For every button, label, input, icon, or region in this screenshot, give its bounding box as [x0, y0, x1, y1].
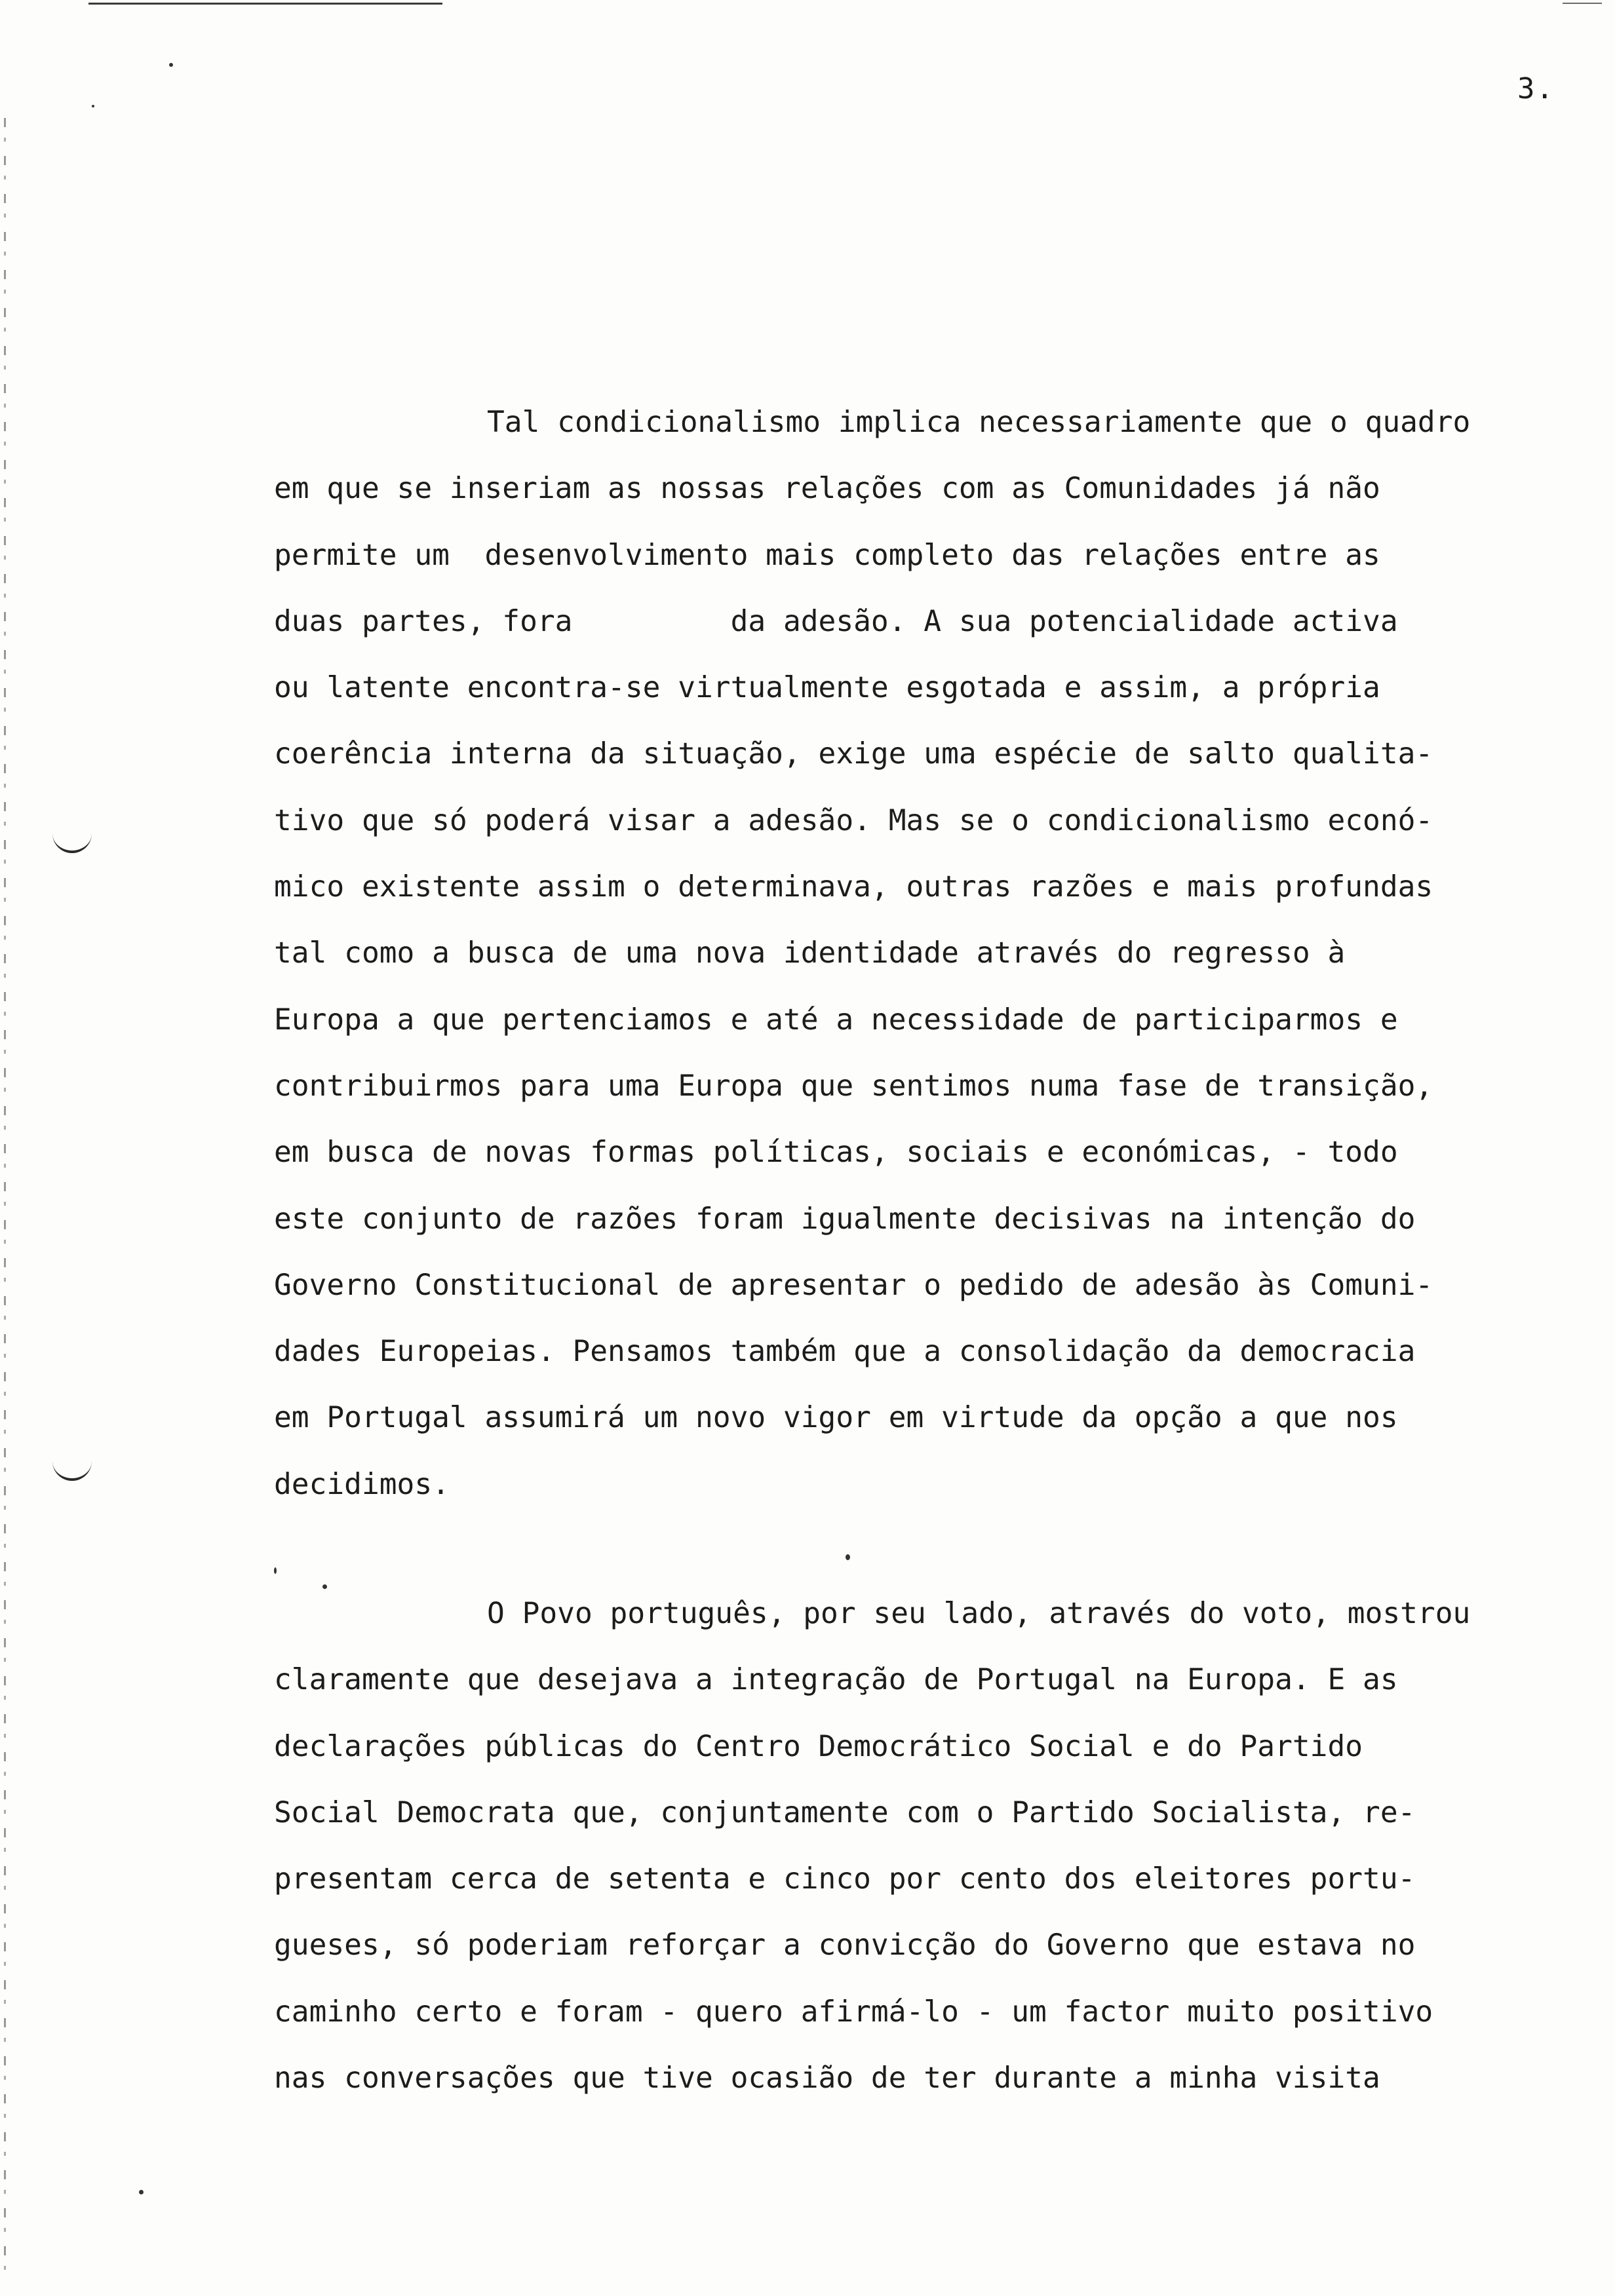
- paragraph-2: [274, 1580, 1591, 2111]
- text-line: em que se inseriam as nossas relações com as Comunidades já não: [274, 472, 1380, 506]
- text-line: permite um desenvolvimento mais completo das relações entre as: [274, 538, 1380, 572]
- text-line: coerência interna da situação, exige uma espécie de salto qualita-: [274, 737, 1433, 771]
- page-number: 3.: [1517, 72, 1555, 105]
- text-line: presentam cerca de setenta e cinco por cento dos eleitores portu-: [274, 1862, 1416, 1896]
- text-line: em Portugal assumirá um novo vigor em virtude da opção a que nos: [274, 1401, 1398, 1435]
- text-line: contribuirmos para uma Europa que sentimos numa fase de transição,: [274, 1069, 1433, 1103]
- text-line: Europa a que pertenciamos e até a necessidade de participarmos e: [274, 1003, 1398, 1037]
- scan-speck: [169, 63, 173, 67]
- text-line: tal como a busca de uma nova identidade através do regresso à: [274, 936, 1346, 970]
- text-line: claramente que desejava a integração de Portugal na Europa. E as: [274, 1663, 1398, 1697]
- text-line: em busca de novas formas políticas, sociais e económicas, - todo: [274, 1136, 1398, 1170]
- text-line: declarações públicas do Centro Democrático Social e do Partido: [274, 1729, 1363, 1763]
- scan-speck: [274, 1567, 277, 1574]
- text-line: Governo Constitucional de apresentar o pedido de adesão às Comuni-: [274, 1268, 1433, 1302]
- text-line: duas partes, fora da adesão. A sua potencialidade activa: [274, 604, 1398, 638]
- text-line: Social Democrata que, conjuntamente com o Partido Socialista, re-: [274, 1795, 1416, 1829]
- scan-speck: [139, 2190, 144, 2194]
- text-line: caminho certo e foram - quero afirmá-lo - um factor muito positivo: [274, 1995, 1433, 2029]
- text-line: dades Europeias. Pensamos também que a consolidação da democracia: [274, 1335, 1416, 1369]
- punch-hole-mark: [52, 833, 92, 853]
- text-line: gueses, só poderiam reforçar a convicção do Governo que estava no: [274, 1928, 1416, 1962]
- text-line: nas conversações que tive ocasião de ter durante a minha visita: [274, 2061, 1380, 2095]
- text-line: decidimos.: [274, 1467, 450, 1501]
- text-line: Tal condicionalismo implica necessariamente que o quadro: [487, 406, 1471, 439]
- text-line: mico existente assim o determinava, outras razões e mais profundas: [274, 870, 1433, 904]
- scan-left-edge: [4, 118, 6, 2280]
- scan-speck: [846, 1554, 850, 1560]
- scan-speck: [92, 105, 94, 107]
- punch-hole-mark: [52, 1461, 92, 1481]
- scan-top-rule-right: [1563, 3, 1602, 4]
- scan-top-rule: [88, 3, 442, 5]
- text-line: este conjunto de razões foram igualmente decisivas na intenção do: [274, 1202, 1416, 1236]
- text-line: ou latente encontra-se virtualmente esgotada e assim, a própria: [274, 671, 1380, 705]
- paragraph-1: [274, 389, 1591, 1518]
- text-line: tivo que só poderá visar a adesão. Mas se o condicionalismo econó-: [274, 803, 1433, 837]
- text-line: O Povo português, por seu lado, através do voto, mostrou: [487, 1597, 1471, 1630]
